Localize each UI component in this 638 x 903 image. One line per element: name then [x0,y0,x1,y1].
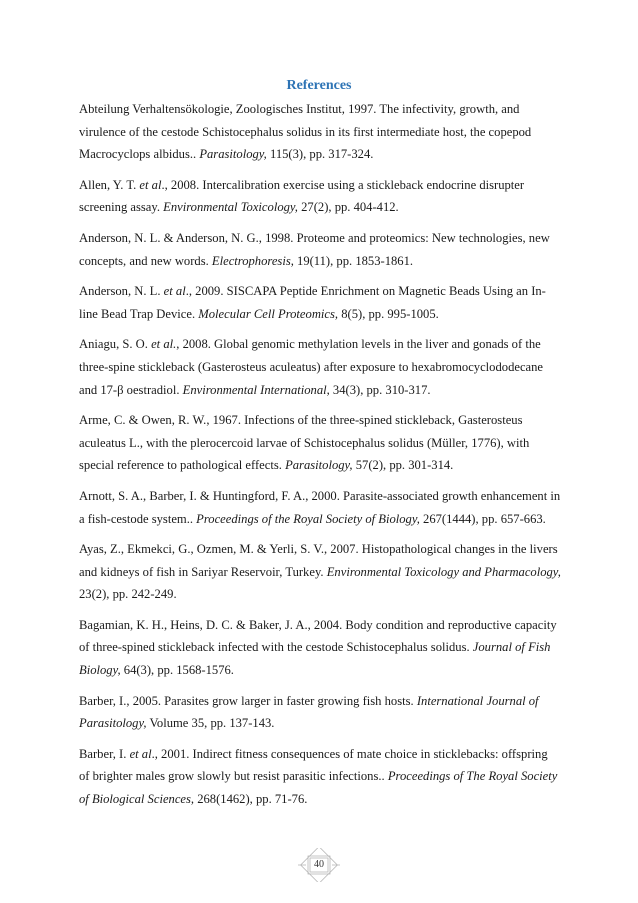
reference-italic-text: et al [163,284,186,299]
reference-entry [79,690,561,735]
reference-entry [79,227,561,272]
reference-italic-text: Parasitology, [199,147,267,162]
reference-italic-text: et al [139,177,162,192]
reference-italic-text: Proceedings of the Royal Society of Biology, [196,511,420,526]
reference-text: 64(3), pp. 1568-1576. [120,663,234,678]
reference-entry [79,614,561,682]
reference-text: Abteilung Verhaltensökologie, Zoologisches Institut, 1997. The infectivity, growth, and virulence of the cestode Schistocephalus solidus in its first intermediate host, the copepod Macrocyclops albidus.. [79,102,532,162]
reference-entry [79,485,561,530]
reference-entry [79,98,561,166]
reference-text: Anderson, N. L. & Anderson, N. G., 1998. Proteome and proteomics: New technologies, new concepts, and new words. [79,230,550,268]
reference-text: 115(3), pp. 317-324. [266,147,374,162]
reference-text: Barber, I. [79,746,130,761]
reference-entry [79,280,561,325]
reference-text: Bagamian, K. H., Heins, D. C. & Baker, J. A., 2004. Body condition and reproductive capacity of three-spined stickleback infected with the cestode Schistocephalus solidus. [79,617,557,655]
reference-text: Arme, C. & Owen, R. W., 1967. Infections of the three-spined stickleback, Gasterosteus aculeatus L., with the plerocercoid larvae of Schistocephalus solidus (Müller, 1776), with special reference to pathological effects. [79,413,530,473]
reference-list [79,98,561,819]
page-number: 40 [314,859,324,870]
reference-italic-text: et al. [151,337,177,352]
reference-text: 34(3), pp. 310-317. [329,382,431,397]
reference-text: 19(11), pp. 1853-1861. [293,253,414,268]
reference-italic-text: Electrophoresis, [211,253,294,268]
reference-italic-text: Proceedings of The Royal Society of Biological Sciences, [79,769,558,807]
reference-text: Arnott, S. A., Barber, I. & Huntingford, F. A., 2000. Parasite-associated growth enhancement in a fish-cestode system.. [79,488,561,526]
reference-italic-text: Environmental Toxicology, [163,200,298,215]
page-footer [296,848,342,882]
reference-text: Barber, I., 2005. Parasites grow larger in faster growing fish hosts. [79,693,417,708]
references-heading: References [286,78,352,93]
reference-entry [79,743,561,811]
reference-italic-text: Molecular Cell Proteomics, [198,306,339,321]
reference-italic-text: Environmental Toxicology and Pharmacology, [326,564,561,579]
reference-text: Anderson, N. L. [79,284,164,299]
reference-italic-text: et al [129,746,152,761]
reference-text: 57(2), pp. 301-314. [352,458,454,473]
reference-text: Ayas, Z., Ekmekci, G., Ozmen, M. & Yerli, S. V., 2007. Histopathological changes in the livers and kidneys of fish in Sariyar Reservoir, Turkey. [79,542,558,579]
reference-entry [79,333,561,401]
reference-text: 23(2), pp. 242-249. [79,587,177,602]
reference-entry [79,409,561,477]
reference-text: ., 2001. Indirect fitness consequences of mate choice in sticklebacks: offspring of brighter males grow slowly but resist parasitic infections.. [79,746,548,784]
reference-entry [79,538,561,606]
reference-italic-text: Journal of Fish Biology, [79,640,551,678]
reference-text: 268(1462), pp. 71-76. [194,792,308,807]
reference-text: Volume 35, pp. 137-143. [146,716,275,731]
reference-italic-text: Parasitology, [285,458,353,473]
reference-text: Allen, Y. T. [79,177,140,192]
reference-text: Aniagu, S. O. [79,337,152,352]
reference-text: ., 2008. Intercalibration exercise using a stickleback endocrine disrupter screening assay. [79,177,525,215]
reference-text: , 2008. Global genomic methylation levels in the liver and gonads of the three-spine stickleback (Gasterosteus aculeatus) after exposure to hexabromocyclododecane and 17-β oestradiol. [79,337,544,397]
reference-entry [79,174,561,219]
reference-text: 8(5), pp. 995-1005. [338,306,439,321]
reference-italic-text: Environmental International, [182,382,330,397]
reference-italic-text: International Journal of Parasitology, [79,693,539,731]
reference-text: 267(1444), pp. 657-663. [419,511,546,526]
reference-text: 27(2), pp. 404-412. [297,200,399,215]
reference-text: ., 2009. SISCAPA Peptide Enrichment on Magnetic Beads Using an In-line Bead Trap Device. [79,284,546,321]
